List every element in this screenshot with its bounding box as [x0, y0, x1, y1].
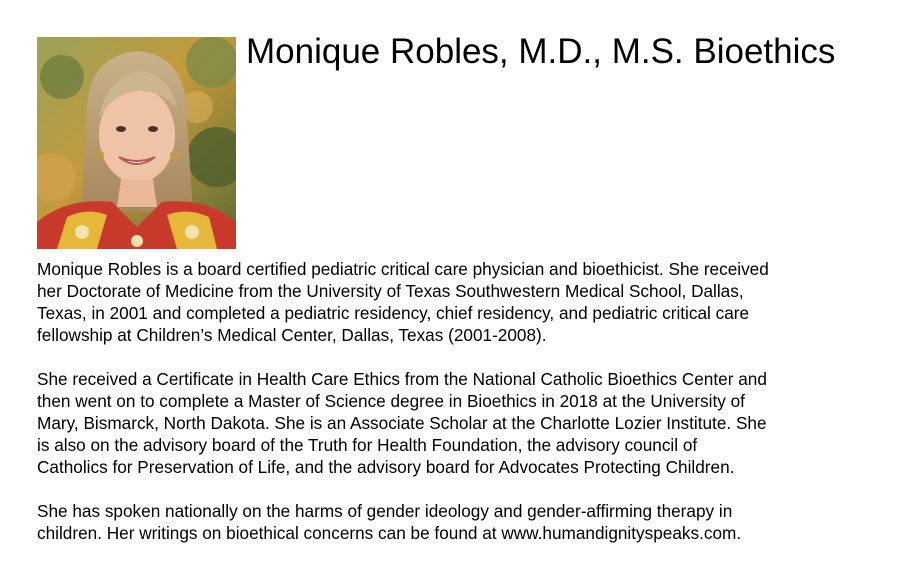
profile-photo — [37, 37, 236, 249]
page-title: Monique Robles, M.D., M.S. Bioethics — [246, 32, 836, 71]
bio-line: She received a Certificate in Health Care Ethics from the National Catholic Bioethics Center and — [37, 369, 767, 389]
bio-line: fellowship at Children’s Medical Center, Dallas, Texas (2001-2008). — [37, 325, 547, 345]
bio-paragraph — [37, 258, 837, 346]
bio-line: Texas, in 2001 and completed a pediatric residency, chief residency, and pediatric critical care — [37, 303, 750, 323]
portrait-image — [37, 37, 236, 249]
bio-line: Mary, Bismarck, North Dakota. She is an Associate Scholar at the Charlotte Lozier Institute. She — [37, 413, 767, 433]
bio-section — [37, 258, 837, 566]
bio-line: Monique Robles is a board certified pediatric critical care physician and bioethicist. She received — [37, 259, 769, 279]
bio-line: then went on to complete a Master of Science degree in Bioethics in 2018 at the University of — [37, 391, 745, 411]
bio-line: She has spoken nationally on the harms of gender ideology and gender-affirming therapy in — [37, 501, 733, 521]
bio-line: her Doctorate of Medicine from the University of Texas Southwestern Medical School, Dallas, — [37, 281, 744, 301]
bio-line: is also on the advisory board of the Truth for Health Foundation, the advisory council of — [37, 435, 698, 455]
bio-line: children. Her writings on bioethical concerns can be found at www.humandignityspeaks.com. — [37, 523, 742, 543]
bio-paragraph — [37, 368, 837, 478]
bio-paragraph — [37, 500, 837, 544]
bio-line: Catholics for Preservation of Life, and the advisory board for Advocates Protecting Children. — [37, 457, 735, 477]
